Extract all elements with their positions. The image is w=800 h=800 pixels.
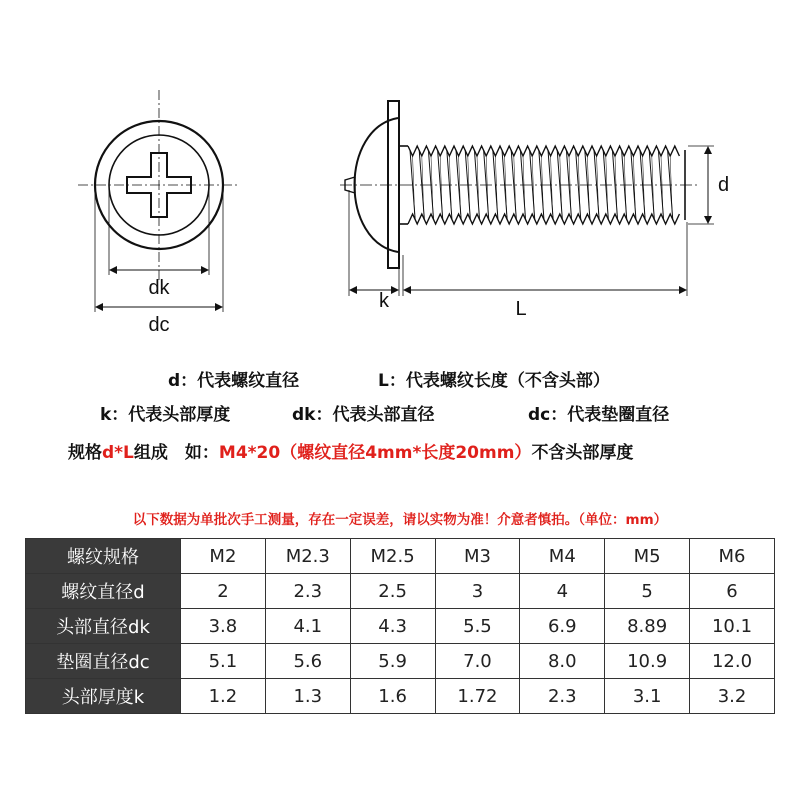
table-cell: 2.3 [265, 574, 350, 609]
table-cell: 5.9 [350, 644, 435, 679]
table-row [26, 679, 775, 714]
table-cell: 12.0 [690, 644, 775, 679]
table-cell: M2.5 [350, 539, 435, 574]
table-cell: 3 [435, 574, 520, 609]
legend-k: k：代表头部厚度 [100, 405, 231, 425]
table-row [26, 574, 775, 609]
table-cell: 2.3 [520, 679, 605, 714]
measurement-note: 以下数据为单批次手工测量，存在一定误差，请以实物为准！介意者慎拍。（单位：mm） [132, 512, 668, 528]
legend-dc: dc：代表垫圈直径 [528, 405, 670, 425]
row-header: 头部厚度k [26, 679, 181, 714]
L-label: L [515, 298, 527, 320]
table-cell: M3 [435, 539, 520, 574]
table-cell: 5.6 [265, 644, 350, 679]
table-cell: 8.0 [520, 644, 605, 679]
table-cell: 5.1 [181, 644, 266, 679]
dc-label: dc [148, 314, 170, 336]
table-cell: 1.6 [350, 679, 435, 714]
table-cell: M6 [690, 539, 775, 574]
spec-table [25, 538, 775, 714]
table-cell: 1.2 [181, 679, 266, 714]
table-cell: M4 [520, 539, 605, 574]
table-cell: M2.3 [265, 539, 350, 574]
table-cell: 1.72 [435, 679, 520, 714]
side-view [340, 101, 714, 296]
table-cell: 4.1 [265, 609, 350, 644]
row-header: 螺纹直径d [26, 574, 181, 609]
spec-prefix: 规格 [68, 443, 102, 463]
spec-suffix: 不含头部厚度 [531, 443, 634, 463]
table-row [26, 644, 775, 679]
row-header: 垫圈直径dc [26, 644, 181, 679]
row-header: 头部直径dk [26, 609, 181, 644]
table-cell: 4 [520, 574, 605, 609]
legend-L: L：代表螺纹长度（不含头部） [378, 371, 610, 391]
d-label: d [718, 174, 730, 196]
legend-dk: dk：代表头部直径 [292, 405, 435, 425]
table-cell: 5.5 [435, 609, 520, 644]
table-cell: 10.9 [605, 644, 690, 679]
table-cell: M2 [181, 539, 266, 574]
table-cell: 2 [181, 574, 266, 609]
table-cell: 7.0 [435, 644, 520, 679]
table-cell: 6.9 [520, 609, 605, 644]
table-cell: M5 [605, 539, 690, 574]
table-cell: 3.8 [181, 609, 266, 644]
table-row [26, 539, 775, 574]
table-cell: 5 [605, 574, 690, 609]
table-cell: 10.1 [690, 609, 775, 644]
table-cell: 2.5 [350, 574, 435, 609]
row-header: 螺纹规格 [26, 539, 181, 574]
spec-mid: 组成 如： [133, 443, 219, 463]
table-cell: 3.1 [605, 679, 690, 714]
table-cell: 4.3 [350, 609, 435, 644]
dk-label: dk [148, 277, 170, 299]
table-cell: 1.3 [265, 679, 350, 714]
table-row [26, 609, 775, 644]
legend-d: d：代表螺纹直径 [168, 371, 300, 391]
table-cell: 3.2 [690, 679, 775, 714]
spec-example: M4*20（螺纹直径4mm*长度20mm） [218, 443, 532, 463]
table-cell: 8.89 [605, 609, 690, 644]
k-label: k [379, 290, 389, 312]
screw-diagram [0, 0, 800, 345]
table-cell: 6 [690, 574, 775, 609]
spec-red: d*L [102, 443, 134, 463]
